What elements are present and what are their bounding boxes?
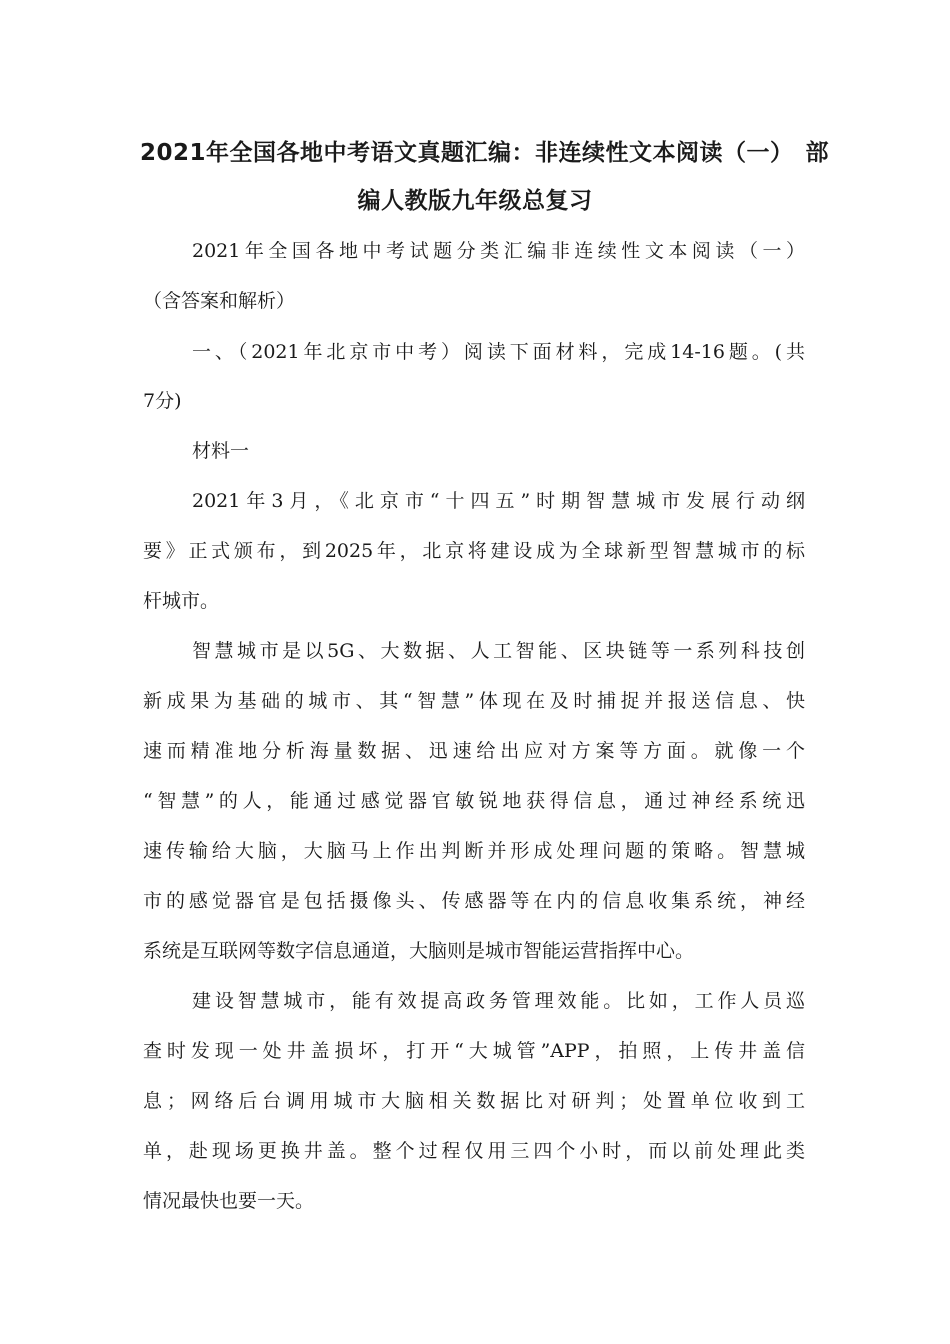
paragraph-2-line-1: 智慧城市是以5G、大数据、人工智能、区块链等一系列科技创: [192, 640, 805, 662]
paragraph-3-line-5: 情况最快也要一天。: [143, 1190, 315, 1212]
paragraph-2-line-2: 新成果为基础的城市、其“智慧”体现在及时捕捉并报送信息、快: [143, 690, 805, 712]
paragraph-2-line-5: 速传输给大脑，大脑马上作出判断并形成处理问题的策略。智慧城: [143, 840, 805, 862]
subtitle-line-2: （含答案和解析）: [143, 290, 296, 312]
document-title-line-1: 2021年全国各地中考语文真题汇编：非连续性文本阅读（一） 部: [140, 140, 830, 166]
paragraph-3-line-2: 查时发现一处井盖损坏，打开“大城管”APP，拍照，上传井盖信: [143, 1040, 805, 1062]
paragraph-3-line-1: 建设智慧城市，能有效提高政务管理效能。比如，工作人员巡: [192, 990, 805, 1012]
paragraph-2-line-7: 系统是互联网等数字信息通道，大脑则是城市智能运营指挥中心。: [143, 940, 695, 962]
material-heading: 材料一: [192, 440, 250, 462]
paragraph-2-line-3: 速而精准地分析海量数据、迅速给出应对方案等方面。就像一个: [143, 740, 805, 762]
subtitle-line-1: 2021年全国各地中考试题分类汇编非连续性文本阅读（一）: [192, 240, 805, 262]
question-heading-line-2: 7分): [143, 390, 182, 412]
question-heading-line-1: 一、（2021年北京市中考）阅读下面材料，完成14-16题。(共: [192, 341, 805, 363]
paragraph-1-line-2: 要》正式颁布，到2025年，北京将建设成为全球新型智慧城市的标: [143, 540, 805, 562]
paragraph-3-line-3: 息；网络后台调用城市大脑相关数据比对研判；处置单位收到工: [143, 1090, 805, 1112]
paragraph-2-line-4: “智慧”的人，能通过感觉器官敏锐地获得信息，通过神经系统迅: [143, 790, 805, 812]
paragraph-1-line-1: 2021年3月，《北京市“十四五”时期智慧城市发展行动纲: [192, 490, 805, 512]
document-title-line-2: 编人教版九年级总复习: [357, 188, 593, 214]
paragraph-2-line-6: 市的感觉器官是包括摄像头、传感器等在内的信息收集系统，神经: [143, 890, 805, 912]
paragraph-1-line-3: 杆城市。: [143, 590, 220, 612]
paragraph-3-line-4: 单，赴现场更换井盖。整个过程仅用三四个小时，而以前处理此类: [143, 1140, 805, 1162]
